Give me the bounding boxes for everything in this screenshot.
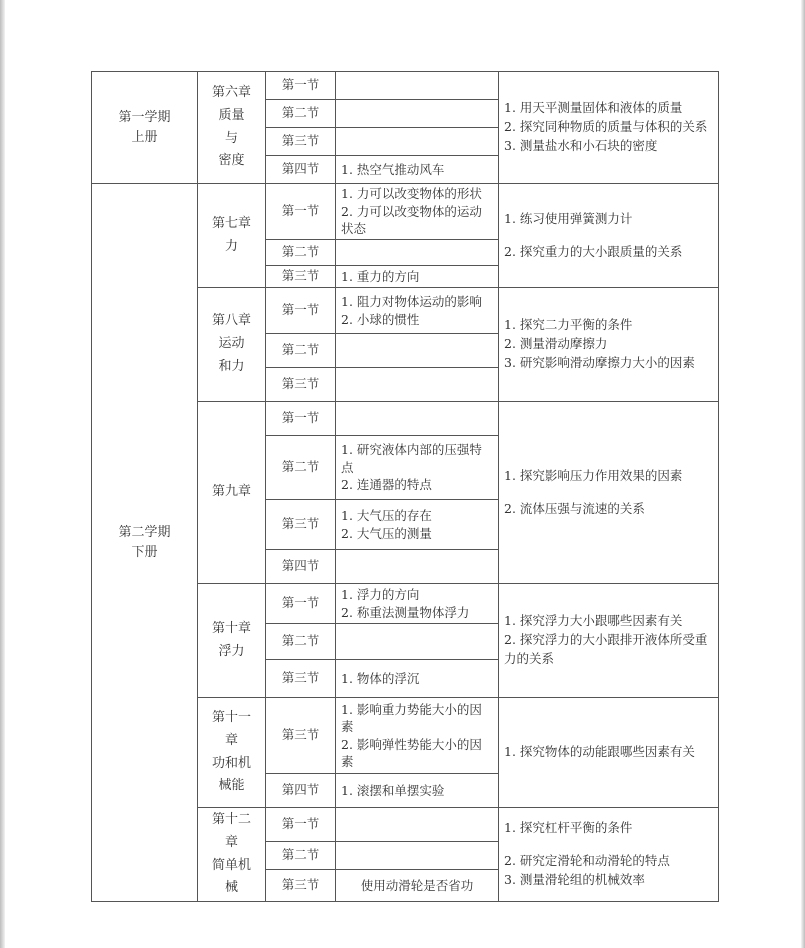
activity-item: 1. 大气压的存在 (341, 508, 432, 523)
activity-item: 1. 热空气推动风车 (341, 161, 445, 177)
chapter-title: 第九章 (211, 484, 251, 500)
experiment-item: 2. 研究定滑轮和动滑轮的特点 (504, 853, 670, 869)
experiment-item: 2. 探究重力的大小跟质量的关系 (504, 243, 683, 259)
chapter-topic-line: 械能 (218, 778, 245, 794)
section-cell: 第四节 (266, 156, 336, 184)
activity-cell (336, 156, 499, 184)
experiment-item: 1. 用天平测量固体和液体的质量 (504, 100, 683, 116)
activity-cell (336, 870, 499, 902)
chapter-cell (198, 288, 266, 402)
experiment-cell (499, 698, 719, 808)
chapter-cell (198, 184, 266, 288)
section-cell: 第三节 (266, 128, 336, 156)
chapter-topic-line: 质量 (218, 107, 245, 123)
page-edge-right (801, 0, 805, 948)
experiment-item: 3. 测量盐水和小石块的密度 (504, 137, 658, 153)
activity-item: 2. 称重法测量物体浮力 (341, 604, 470, 620)
chapter-cell (198, 72, 266, 184)
activity-cell (336, 774, 499, 808)
activity-item: 2. 影响弹性势能大小的因素 (341, 736, 482, 769)
term-volume-label: 上册 (131, 129, 158, 145)
section-cell: 第一节 (266, 184, 336, 240)
section-cell: 第二节 (266, 100, 336, 128)
section-cell: 第一节 (266, 72, 336, 100)
chapter-title: 章 (224, 732, 238, 748)
table-row (92, 72, 719, 100)
activity-item: 1. 研究液体内部的压强特点 (341, 442, 482, 475)
chapter-topic-line: 简单机 (211, 857, 251, 873)
section-cell: 第一节 (266, 808, 336, 842)
activity-cell (336, 500, 499, 550)
activity-cell (336, 128, 499, 156)
activity-cell (336, 334, 499, 368)
section-cell: 第二节 (266, 624, 336, 660)
section-cell: 第三节 (266, 698, 336, 774)
chapter-title: 第八章 (211, 313, 251, 329)
activity-cell (336, 436, 499, 500)
chapter-cell (198, 698, 266, 808)
experiment-cell (499, 808, 719, 902)
activity-item: 1. 滚摆和单摆实验 (341, 782, 445, 798)
chapter-title: 章 (224, 834, 238, 850)
activity-cell (336, 368, 499, 402)
chapter-title: 第十一 (211, 710, 251, 725)
experiment-item: 1. 探究浮力大小跟哪些因素有关 (504, 613, 683, 629)
term-cell (92, 184, 198, 902)
page-edge-left (0, 0, 5, 948)
section-cell: 第三节 (266, 368, 336, 402)
chapter-topic-line: 浮力 (218, 643, 245, 659)
activity-item: 1. 阻力对物体运动的影响 (341, 294, 482, 309)
activity-cell (336, 660, 499, 698)
section-cell: 第四节 (266, 774, 336, 808)
experiment-item: 1. 探究物体的动能跟哪些因素有关 (504, 744, 695, 760)
section-cell: 第三节 (266, 660, 336, 698)
section-cell: 第二节 (266, 842, 336, 870)
experiment-item: 1. 探究影响压力作用效果的因素 (504, 467, 683, 483)
section-cell: 第三节 (266, 870, 336, 902)
chapter-topic-line: 力 (224, 238, 238, 254)
activity-item: 使用动滑轮是否省功 (360, 877, 474, 893)
section-cell: 第三节 (266, 500, 336, 550)
term-label: 第一学期 (118, 110, 171, 125)
activity-cell (336, 808, 499, 842)
experiment-cell (499, 72, 719, 184)
section-cell: 第二节 (266, 240, 336, 266)
activity-item: 2. 连通器的特点 (341, 477, 432, 493)
activity-cell (336, 184, 499, 240)
experiment-item: 3. 研究影响滑动摩擦力大小的因素 (504, 354, 695, 370)
activity-cell (336, 266, 499, 288)
chapter-topic-line: 密度 (218, 153, 245, 169)
chapter-title: 第十二 (211, 812, 251, 827)
term-label: 第二学期 (118, 525, 171, 540)
chapter-topic-line: 和力 (218, 358, 245, 374)
table-row (92, 184, 719, 240)
activity-cell (336, 624, 499, 660)
term-cell (92, 72, 198, 184)
activity-cell (336, 72, 499, 100)
activity-item: 2. 大气压的测量 (341, 525, 432, 541)
experiment-cell (499, 288, 719, 402)
activity-item: 1. 浮力的方向 (341, 587, 420, 602)
chapter-topic-line: 与 (224, 130, 238, 146)
chapter-title: 第七章 (211, 215, 251, 231)
chapter-topic-line: 械 (224, 880, 238, 896)
chapter-title: 第六章 (211, 85, 251, 100)
section-cell: 第二节 (266, 436, 336, 500)
experiment-item: 1. 探究杠杆平衡的条件 (504, 820, 633, 836)
experiment-cell (499, 402, 719, 584)
section-cell: 第一节 (266, 584, 336, 624)
experiment-item: 2. 探究同种物质的质量与体积的关系 (504, 119, 708, 135)
experiment-cell (499, 584, 719, 698)
activity-item: 1. 影响重力势能大小的因素 (341, 701, 482, 734)
experiment-item: 1. 探究二力平衡的条件 (504, 317, 633, 333)
experiment-item: 1. 练习使用弹簧测力计 (504, 210, 633, 226)
activity-item: 1. 重力的方向 (341, 268, 420, 284)
chapter-cell (198, 584, 266, 698)
activity-item: 1. 力可以改变物体的形状 (341, 186, 482, 202)
activity-cell (336, 288, 499, 334)
activity-item: 2. 力可以改变物体的运动状态 (341, 203, 482, 237)
activity-cell (336, 842, 499, 870)
section-cell: 第一节 (266, 288, 336, 334)
activity-cell (336, 550, 499, 584)
experiment-item: 2. 探究浮力的大小跟排开液体所受重力的关系 (504, 632, 708, 666)
activity-cell (336, 402, 499, 436)
experiment-item: 2. 测量滑动摩擦力 (504, 336, 608, 352)
activity-item: 1. 物体的浮沉 (341, 670, 420, 686)
section-cell: 第一节 (266, 402, 336, 436)
chapter-cell (198, 808, 266, 902)
chapter-topic-line: 运动 (218, 336, 245, 352)
section-cell: 第二节 (266, 334, 336, 368)
activity-cell (336, 584, 499, 624)
experiment-cell (499, 184, 719, 288)
activity-cell (336, 240, 499, 266)
chapter-title: 第十章 (211, 620, 251, 636)
activity-cell (336, 698, 499, 774)
term-volume-label: 下册 (131, 544, 158, 560)
experiment-plan-table (91, 71, 719, 902)
chapter-topic-line: 功和机 (211, 755, 251, 771)
section-cell: 第三节 (266, 266, 336, 288)
experiment-item: 2. 流体压强与流速的关系 (504, 500, 645, 516)
chapter-cell (198, 402, 266, 584)
activity-cell (336, 100, 499, 128)
section-cell: 第四节 (266, 550, 336, 584)
activity-item: 2. 小球的惯性 (341, 311, 420, 327)
experiment-item: 3. 测量滑轮组的机械效率 (504, 871, 645, 887)
